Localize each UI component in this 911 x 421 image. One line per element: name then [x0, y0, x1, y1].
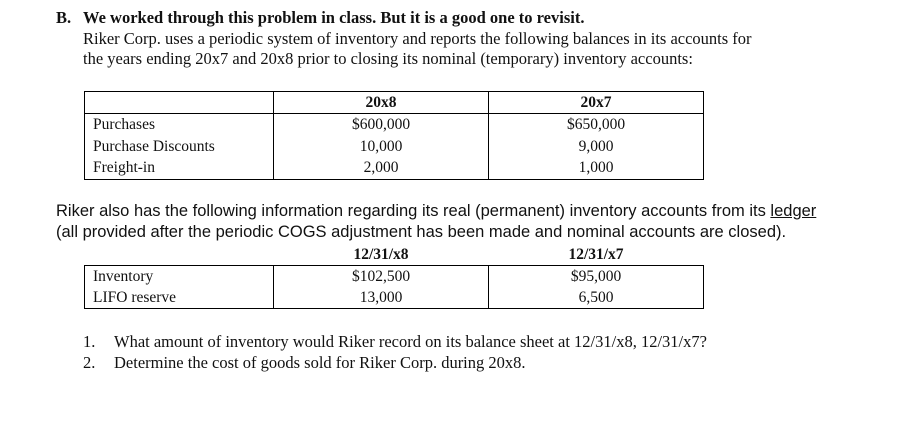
problem-heading	[56, 8, 584, 27]
value-cell: 2,000	[274, 157, 489, 179]
value-cell: $95,000	[489, 266, 704, 288]
ledger-info	[56, 201, 816, 243]
question-text: Determine the cost of goods sold for Riker Corp. during 20x8.	[114, 353, 526, 372]
value-cell: 13,000	[274, 287, 489, 309]
table-row	[85, 136, 704, 158]
value-cell: $650,000	[489, 114, 704, 136]
header-cell: 12/31/x8	[274, 244, 489, 266]
permanent-accounts-table	[84, 244, 704, 309]
row-label: Purchase Discounts	[85, 136, 274, 158]
table-row	[85, 287, 704, 309]
problem-intro	[83, 29, 752, 68]
table-header-row	[85, 92, 704, 114]
value-cell: 6,500	[489, 287, 704, 309]
row-label: Purchases	[85, 114, 274, 136]
problem-title: We worked through this problem in class. But it is a good one to revisit.	[83, 8, 585, 27]
problem-letter: B.	[56, 8, 72, 27]
question-text: What amount of inventory would Riker record on its balance sheet at 12/31/x8, 12/31/x7?	[114, 332, 707, 351]
value-cell: 9,000	[489, 136, 704, 158]
question-number: 2.	[83, 353, 96, 372]
table-header-row	[85, 244, 704, 266]
info-text: Riker also has the following information regarding its real (permanent) inventory accounts from its	[56, 202, 771, 220]
ledger-term: ledger	[770, 202, 817, 220]
header-cell	[85, 244, 274, 266]
info-line-1	[56, 201, 816, 222]
table-row	[85, 266, 704, 288]
info-line-2: (all provided after the periodic COGS adjustment has been made and nominal accounts are closed).	[56, 223, 787, 241]
value-cell: $102,500	[274, 266, 489, 288]
header-cell: 12/31/x7	[489, 244, 704, 266]
intro-line-2: the years ending 20x7 and 20x8 prior to closing its nominal (temporary) inventory accounts:	[83, 48, 693, 68]
table-row	[85, 157, 704, 179]
header-cell	[85, 92, 274, 114]
row-label: LIFO reserve	[85, 287, 274, 309]
value-cell: 1,000	[489, 157, 704, 179]
value-cell: $600,000	[274, 114, 489, 136]
list-item	[83, 331, 707, 352]
question-number: 1.	[83, 332, 96, 351]
header-cell: 20x7	[489, 92, 704, 114]
table-row	[85, 114, 704, 136]
row-label: Inventory	[85, 266, 274, 288]
intro-line-1: Riker Corp. uses a periodic system of inventory and reports the following balances in its accounts for	[83, 29, 752, 48]
header-cell: 20x8	[274, 92, 489, 114]
value-cell: 10,000	[274, 136, 489, 158]
list-item	[83, 352, 707, 373]
question-list	[83, 331, 707, 373]
row-label: Freight-in	[85, 157, 274, 179]
nominal-accounts-table	[84, 91, 704, 180]
